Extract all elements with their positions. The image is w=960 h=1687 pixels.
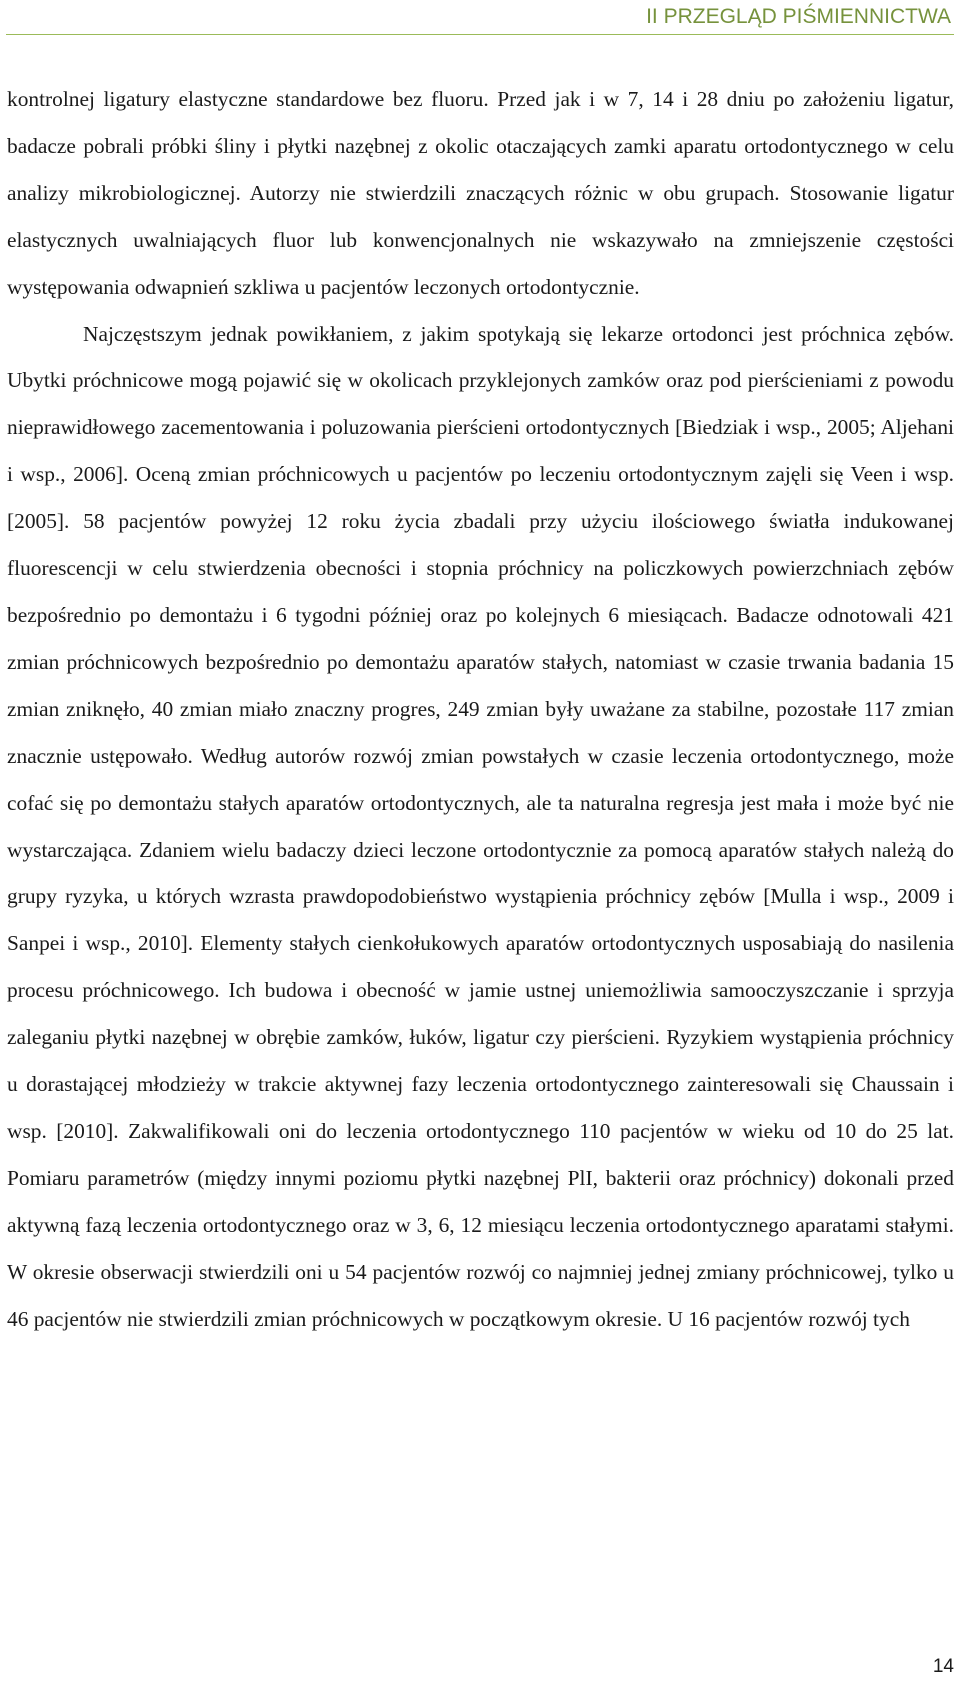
page-number: 14 [932,1656,954,1677]
paragraph-continuation: kontrolnej ligatury elastyczne standardowe bez fluoru. Przed jak i w 7, 14 i 28 dniu po założeniu ligatur, badacze pobrali próbki śliny i płytki nazębnej z okolic otaczających zamki aparatu ortodontycznego w celu analizy mikrobiologicznej. Autorzy nie stwierdzili znaczących różnic w obu grupach. Stosowanie ligatur elastycznych uwalniających fluor lub konwencjonalnych nie wskazywało na zmniejszenie częstości występowania odwapnień szkliwa u pacjentów leczonych ortodontycznie. [7,87,954,299]
paragraph-caries: Najczęstszym jednak powikłaniem, z jakim spotykają się lekarze ortodonci jest próchnica zębów. Ubytki próchnicowe mogą pojawić się w okolicach przyklejonych zamków oraz pod pierścieniami z powodu nieprawidłowego zacementowania i poluzowania pierścieni ortodontycznych [Biedziak i wsp., 2005; Aljehani i wsp., 2006]. Oceną zmian próchnicowych u pacjentów po leczeniu ortodontycznym zajęli się Veen i wsp. [2005]. 58 pacjentów powyżej 12 roku życia zbadali przy użyciu ilościowego światła indukowanej fluorescencji w celu stwierdzenia obecności i stopnia próchnicy na policzkowych powierzchniach zębów bezpośrednio po demontażu i 6 tygodni później oraz po kolejnych 6 miesiącach. Badacze odnotowali 421 zmian próchnicowych bezpośrednio po demontażu aparatów stałych, natomiast w czasie trwania badania 15 zmian zniknęło, 40 zmian miało znaczny progres, 249 zmian były uważane za stabilne, pozostałe 117 zmian znacznie ustępowało. Według autorów rozwój zmian powstałych w czasie leczenia ortodontycznego, może cofać się po demontażu stałych aparatów ortodontycznych, ale ta naturalna regresja jest mała i może być nie wystarczająca. Zdaniem wielu badaczy dzieci leczone ortodontycznie za pomocą aparatów stałych należą do grupy ryzyka, u których wzrasta prawdopodobieństwo wystąpienia próchnicy zębów [Mulla i wsp., 2009 i Sanpei i wsp., 2010]. Elementy stałych cienkołukowych aparatów ortodontycznych usposabiają do nasilenia procesu próchnicowego. Ich budowa i obecność w jamie ustnej uniemożliwia samooczyszczanie i sprzyja zaleganiu płytki nazębnej w obrębie zamków, łuków, ligatur czy pierścieni. Ryzykiem wystąpienia próchnicy u dorastającej młodzieży w trakcie aktywnej fazy leczenia ortodontycznego zainteresowali się Chaussain i wsp. [2010]. Zakwalifikowali oni do leczenia ortodontycznego 110 pacjentów w wieku od 10 do 25 lat. Pomiaru parametrów (między innymi poziomu płytki nazębnej PlI, bakterii oraz próchnicy) dokonali przed aktywną fazą leczenia ortodontycznego oraz w 3, 6, 12 miesiącu leczenia ortodontycznego aparatami stałymi. W okresie obserwacji stwierdzili oni u 54 pacjentów rozwój co najmniej jednej zmiany próchnicowej, tylko u 46 pacjentów nie stwierdzili zmian próchnicowych w początkowym okresie. U 16 pacjentów rozwój tych [7,321,954,1331]
document-body [7,76,954,1342]
section-title: II PRZEGLĄD PIŚMIENNICTWA [646,5,951,28]
running-header [6,0,954,35]
